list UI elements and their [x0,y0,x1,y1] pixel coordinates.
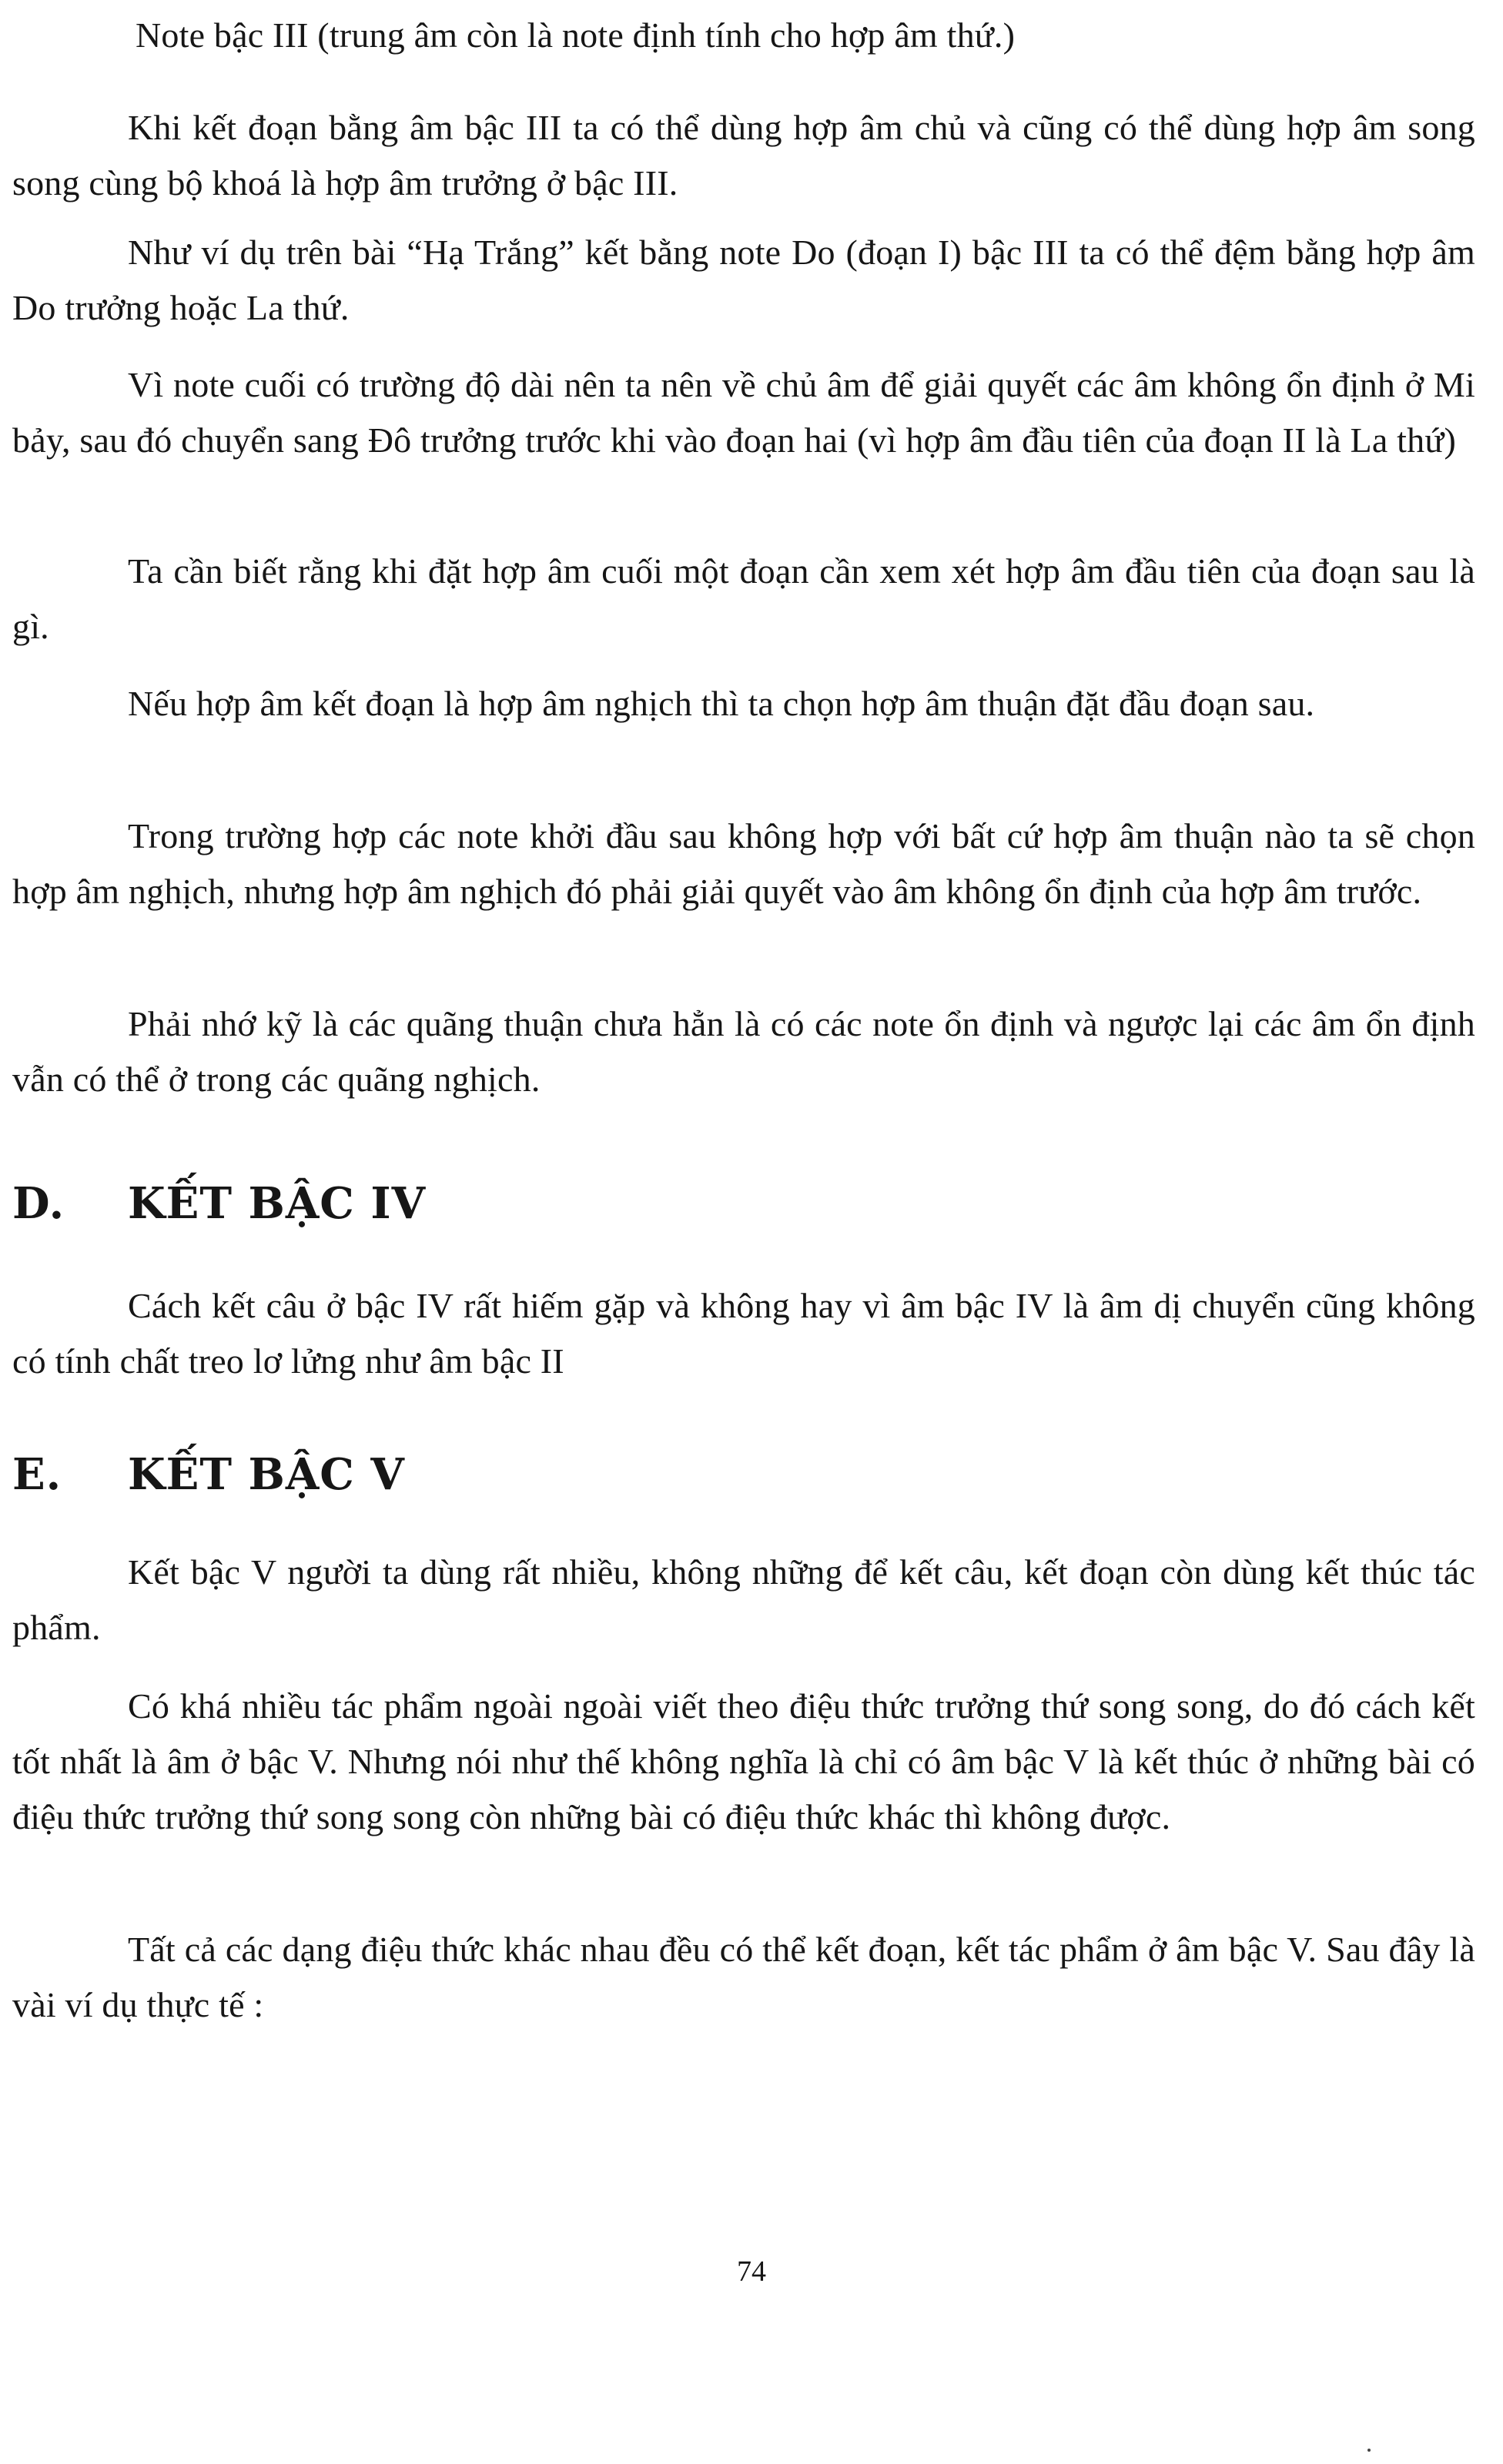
paragraph-ket-bac-v: Kết bậc V người ta dùng rất nhiều, không những để kết câu, kết đoạn còn dùng kết thúc tác phẩm. [12,1552,1475,1647]
page-number: 74 [737,2255,766,2288]
section-e-heading [12,1448,1475,1502]
section-e-title: KẾT BẬC V [128,1449,405,1500]
section-d-heading [12,1177,1475,1230]
paragraph-note-bac-iii: Note bậc III (trung âm còn là note định tính cho hợp âm thứ.) [136,15,1016,55]
section-d-letter: D. [12,1178,65,1229]
paragraph-note-cuoi: Vì note cuối có trường độ dài nên ta nên về chủ âm để giải quyết các âm không ổn định ở Mi bảy, sau đó chuyển sang Đô trưởng trước khi vào đoạn hai (vì hợp âm đầu tiên của đoạn II là La thứ) [12,365,1475,460]
paragraph-truong-hop-note-khoi-dau: Trong trường hợp các note khởi đầu sau không hợp với bất cứ hợp âm thuận nào ta sẽ chọn hợp âm nghịch, nhưng hợp âm nghịch đó phải giải quyết vào âm không ổn định của hợp âm trước. [12,816,1475,911]
paragraph-vi-du-ha-trang: Như ví dụ trên bài “Hạ Trắng” kết bằng note Do (đoạn I) bậc III ta có thể đệm bằng hợp âm Do trưởng hoặc La thứ. [12,233,1475,327]
paragraph-hop-am-cuoi-doan: Ta cần biết rằng khi đặt hợp âm cuối một đoạn cần xem xét hợp âm đầu tiên của đoạn sau là gì. [12,551,1475,646]
paragraph-quang-thuan: Phải nhớ kỹ là các quãng thuận chưa hẳn là có các note ổn định và ngược lại các âm ổn định vẫn có thể ở trong các quãng nghịch. [12,1004,1475,1099]
paragraph-hop-am-nghich: Nếu hợp âm kết đoạn là hợp âm nghịch thì ta chọn hợp âm thuận đặt đầu đoạn sau. [128,684,1315,723]
section-e-letter: E. [12,1449,62,1500]
paragraph-dieu-thuc-truong-thu: Có khá nhiều tác phẩm ngoài ngoài viết theo điệu thức trưởng thứ song song, do đó cách kết tốt nhất là âm ở bậc V. Nhưng nói như thế không nghĩa là chỉ có âm bậc V là kết thúc ở những bài có điệu thức trưởng thứ song song còn những bài có điệu thức khác thì không được. [12,1686,1475,1836]
scan-speck [1367,2449,1371,2452]
paragraph-ket-doan-bac-iii: Khi kết đoạn bằng âm bậc III ta có thể dùng hợp âm chủ và cũng có thể dùng hợp âm song song cùng bộ khoá là hợp âm trưởng ở bậc III. [12,108,1475,203]
paragraph-vi-du-thuc-te: Tất cả các dạng điệu thức khác nhau đều có thể kết đoạn, kết tác phẩm ở âm bậc V. Sau đây là vài ví dụ thực tế : [12,1930,1475,2024]
section-d-title: KẾT BẬC IV [128,1178,427,1229]
paragraph-ket-bac-iv: Cách kết câu ở bậc IV rất hiếm gặp và không hay vì âm bậc IV là âm dị chuyển cũng không có tính chất treo lơ lửng như âm bậc II [12,1286,1475,1381]
